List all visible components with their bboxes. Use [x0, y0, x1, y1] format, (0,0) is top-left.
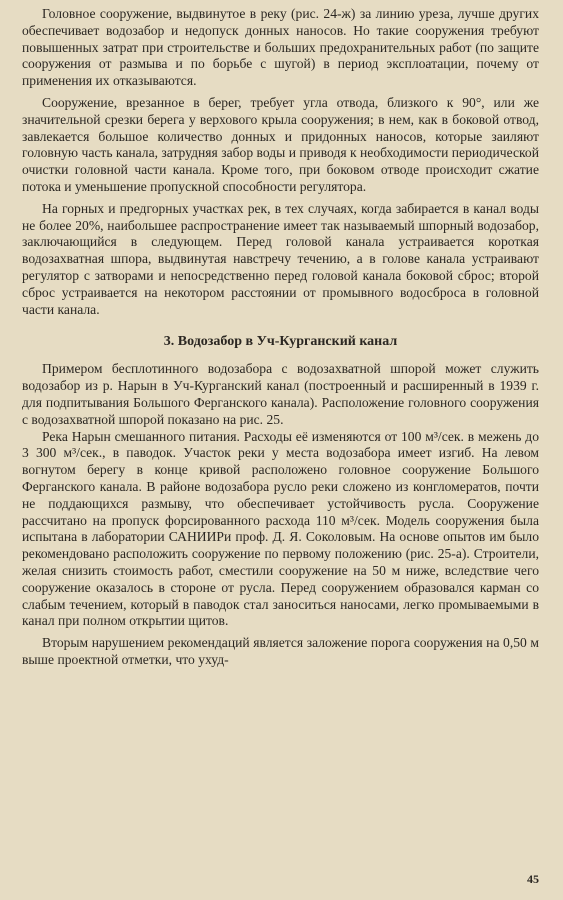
paragraph-spur-intake: На горных и предгорных участках рек, в тех случаях, когда забирается в канал воды не более 20%, наибольшее распространение имеет так называемый шпорный водозабор, заключающийся в следующем. Перед головой канала устраивается короткая водозахватная шпора, выдвинутая навстречу течению, а в голове канала устраивают регулятор с затворами и непосредственно перед головой канала боковой сброс; второй сброс устраивается на некотором расстоянии от промывного водосброса в головной части канала.: [22, 200, 539, 317]
section-heading: 3. Водозабор в Уч-Курганский канал: [163, 334, 398, 350]
paragraph-second-violation: Вторым нарушением рекомендаций является заложение порога сооружения на 0,50 м выше проектной отметки, что ухуд-: [22, 635, 539, 667]
paragraph-intake-bank: Сооружение, врезанное в берег, требует угла отвода, близкого к 90°, или же значительной срезки берега у верхового крыла сооружения; в нем, как в боковой отвод, завлекается большое количество донных и придонных наносов, которые заиляют головную часть канала, затрудняя забор воды и приводя к необходимости периодической очистки головной части канала. Кроме того, при боковом отводе происходит сжатие потока и уменьшение пропускной способности регулятора.: [22, 94, 539, 194]
paragraph-intake-projecting: Головное сооружение, выдвинутое в реку (рис. 24-ж) за линию уреза, лучше других обеспечивает водозабор и недопуск донных наносов. Но такие сооружения требуют повышенных затрат при строительстве и больших предохранительных работ (по защите сооружения от размыва и по борьбе с шугой) в период эксплоатации, почему от применения их отказываются.: [22, 6, 539, 89]
paragraph-naryn-river: Река Нарын смешанного питания. Расходы её изменяются от 100 м³/сек. в межень до 3 300 м³/сек., в паводок. Участок реки у места водозабора имеет изгиб. На левом вогнутом берегу в конце кривой расположено головное сооружение Большого Ферганского канала. В районе водозабора русло реки сложено из конгломератов, почти не поддающихся размыву, что обеспечивает устойчивость русла. Сооружение рассчитано на пропуск форсированного расхода 110 м³/сек. Модель сооружения была испытана в лаборатории САНИИРи проф. Д. Я. Соколовым. На основе опытов им было рекомендовано расположить сооружение по первому положению (рис. 25-а). Строители, желая снизить стоимость работ, сместили сооружение на 50 м ниже, вследствие чего сооружение оказалось в стороне от русла. Перед сооружением образовался карман со слабым течением, который в паводок стал заноситься наносами, легко промываемыми в канал при полном открытии щитов.: [22, 428, 539, 629]
paragraph-example: Примером бесплотинного водозабора с водозахватной шпорой может служить водозабор из р. Нарын в Уч-Курганский канал (построенный и расширенный в 1939 г. для подпитывания Большого Ферганского канала). Расположение головного сооружения с водозахватной шпорой показано на рис. 25.: [22, 361, 539, 427]
page-number: 45: [527, 872, 539, 887]
